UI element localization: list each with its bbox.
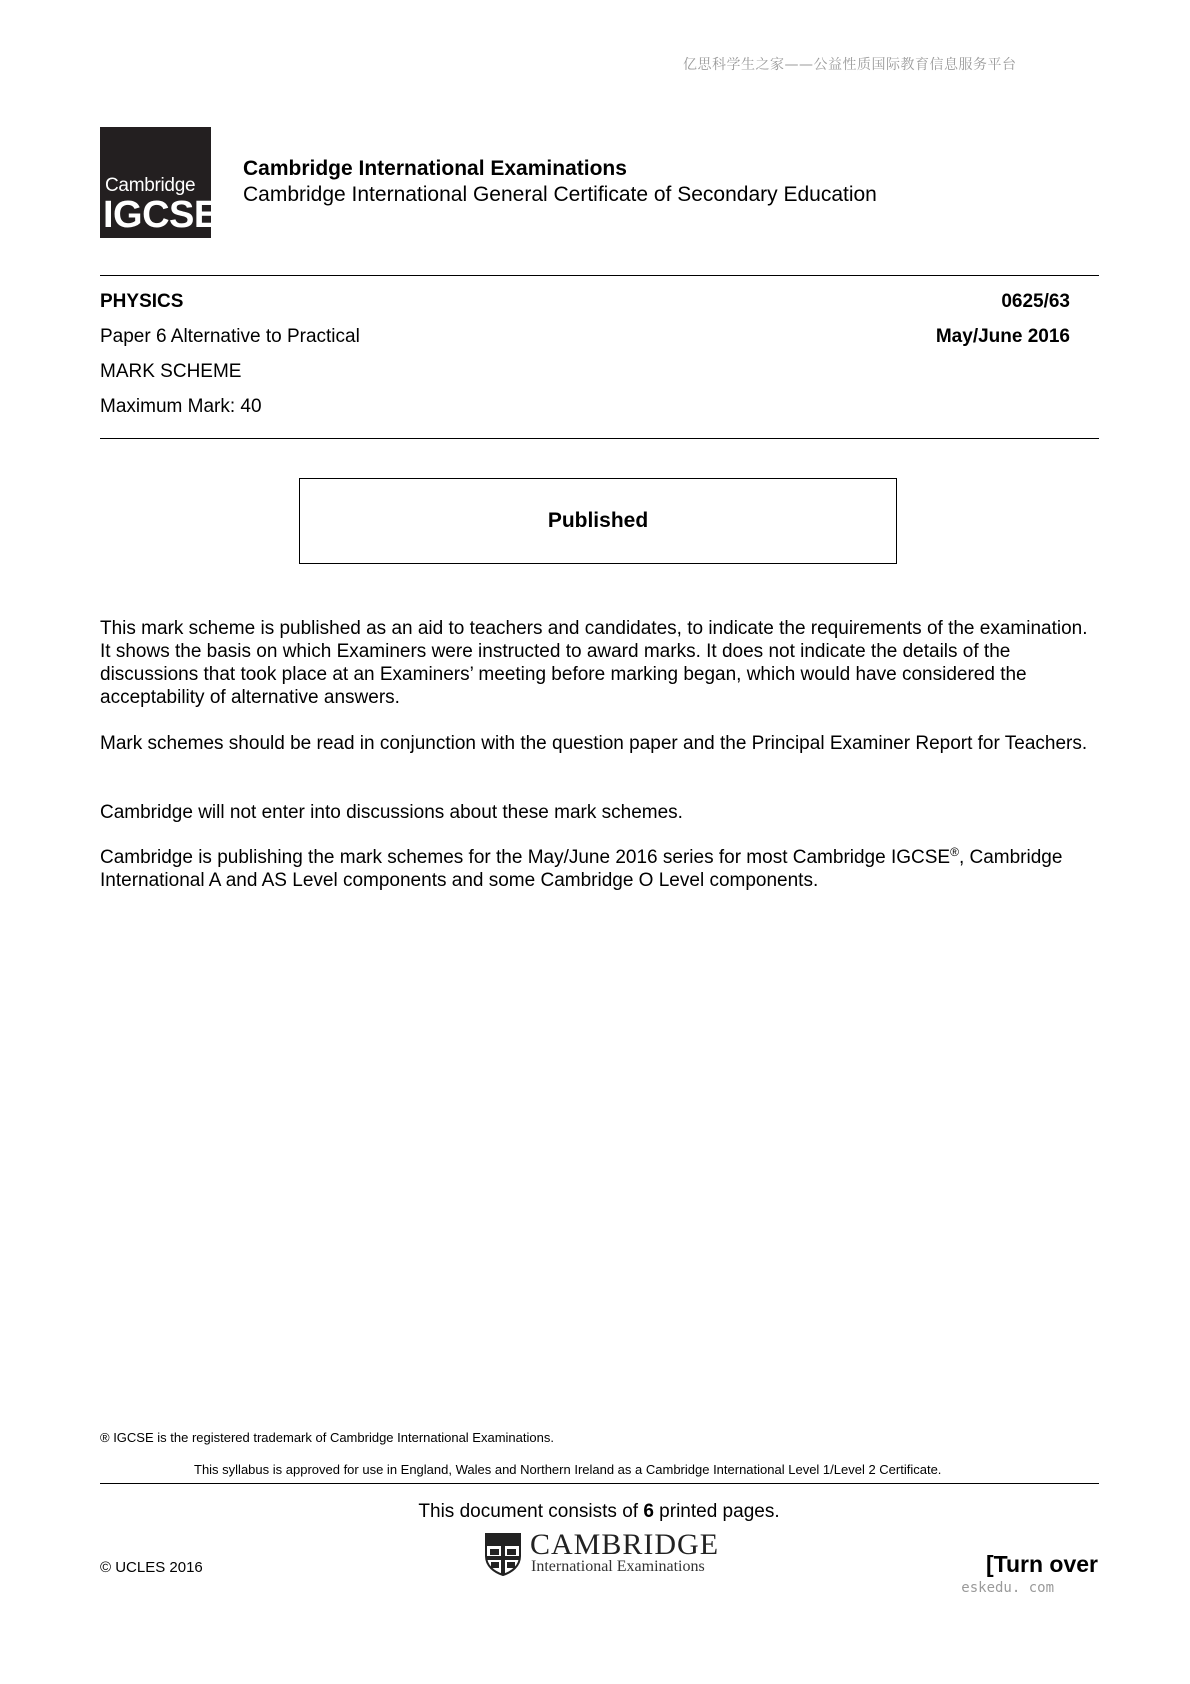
series-text-start: Cambridge is publishing the mark schemes for the May/June 2016 series for most Cambridge IGCSE <box>100 847 951 868</box>
subject-title: PHYSICS <box>100 291 184 312</box>
logo-bottom-text: IGCSE <box>103 194 219 236</box>
registered-mark: ® <box>950 845 959 859</box>
logo-top-text: Cambridge <box>105 175 196 196</box>
cambridge-crest-icon <box>484 1532 522 1576</box>
syllabus-note: This syllabus is approved for use in England, Wales and Northern Ireland as a Cambridge International Level 1/Level 2 Certificate. <box>194 1462 942 1477</box>
org-subtitle: Cambridge International General Certificate of Secondary Education <box>243 183 877 206</box>
copyright: © UCLES 2016 <box>100 1559 203 1576</box>
paragraph-conjunction: Mark schemes should be read in conjunction with the question paper and the Principal Examiner Report for Teachers. <box>100 733 1088 754</box>
page-count-note <box>0 1501 1190 1523</box>
cambridge-igcse-logo <box>100 127 219 238</box>
paper-title: Paper 6 Alternative to Practical <box>100 326 360 347</box>
trademark-note: ® IGCSE is the registered trademark of Cambridge International Examinations. <box>100 1430 554 1445</box>
document-type: MARK SCHEME <box>100 361 242 382</box>
paragraph-series <box>100 846 1090 892</box>
divider-bottom <box>100 1483 1099 1484</box>
divider-top <box>100 275 1099 276</box>
paragraph-discussions: Cambridge will not enter into discussions about these mark schemes. <box>100 802 683 823</box>
page-count-prefix: This document consists of <box>418 1501 644 1522</box>
maximum-mark: Maximum Mark: 40 <box>100 396 262 417</box>
published-label: Published <box>547 509 649 532</box>
series-text-end: , Cambridge International A and AS Level components and some Cambridge O Level components. <box>100 847 1063 891</box>
syllabus-code: 0625/63 <box>1001 291 1070 312</box>
cambridge-wordmark: CAMBRIDGE <box>530 1528 720 1561</box>
published-box <box>299 478 897 564</box>
paragraph-purpose: This mark scheme is published as an aid to teachers and candidates, to indicate the requirements of the examination. It shows the basis on which Examiners were instructed to award marks. It does not indicate the details of the discussions that took place at an Examiners’ meeting before marking began, which would have considered the acceptability of alternative answers. <box>100 618 1088 708</box>
org-name: Cambridge International Examinations <box>243 157 627 180</box>
cambridge-wordmark-sub: International Examinations <box>531 1558 705 1575</box>
watermark-bottom: eskedu. com <box>961 1580 1054 1596</box>
page-count-suffix: printed pages. <box>653 1501 780 1522</box>
turn-over: [Turn over <box>985 1551 1098 1577</box>
exam-session: May/June 2016 <box>935 326 1070 347</box>
divider-middle <box>100 438 1099 439</box>
watermark-top: 亿思科学生之家——公益性质国际教育信息服务平台 <box>683 57 1017 73</box>
page-count: 6 <box>643 1501 654 1522</box>
